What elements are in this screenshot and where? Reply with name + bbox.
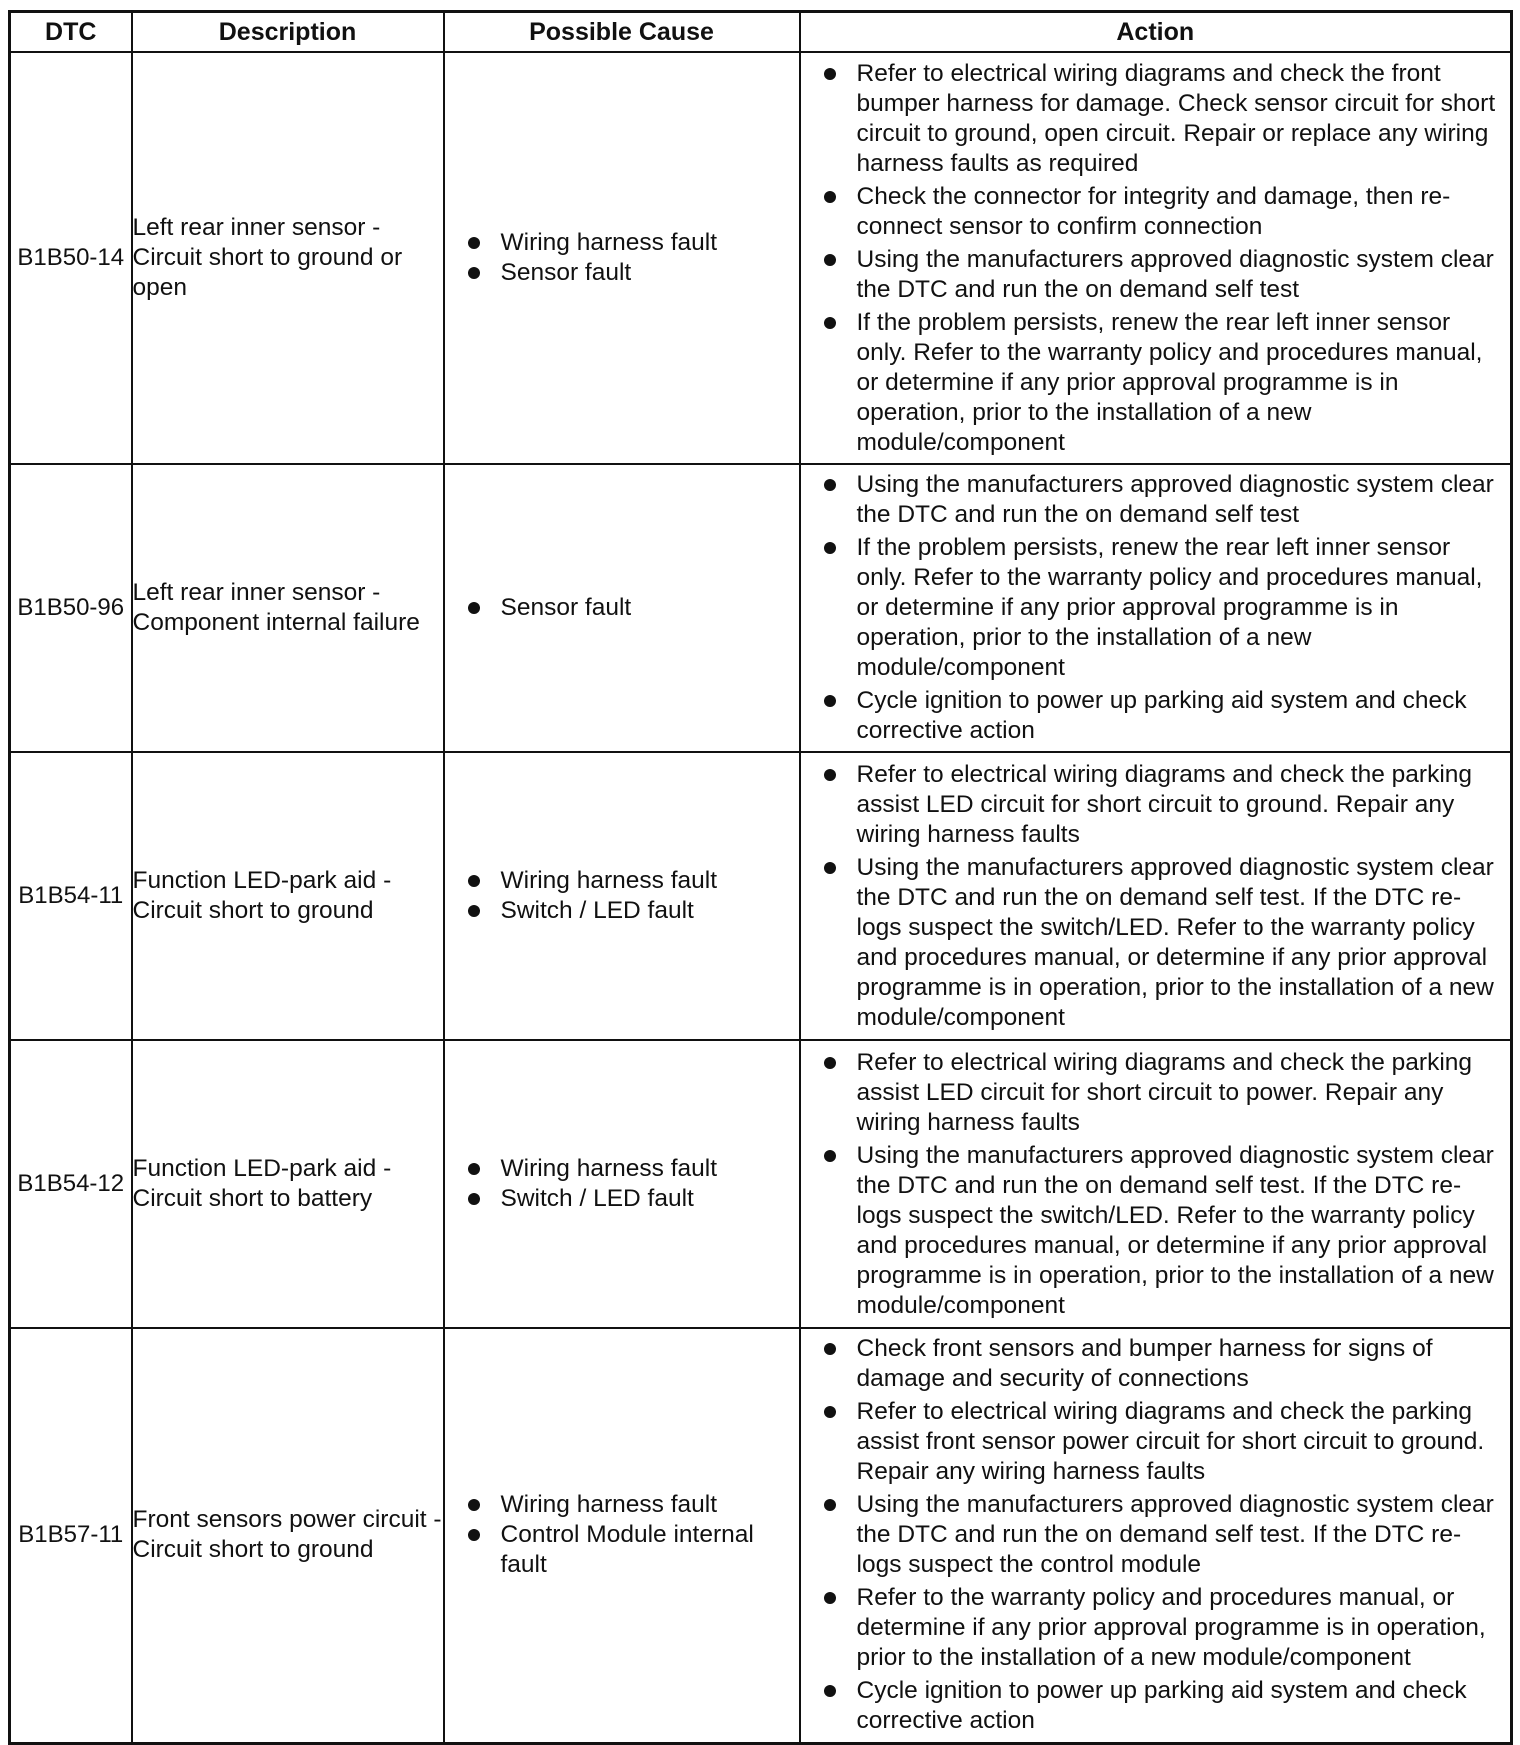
action-item-text: Using the manufacturers approved diagnostic system clear the DTC and run the on demand self test. If the DTC re-logs suspect the switch/LED. Refer to the warranty policy and procedures manual, or determine if any prior approval programme is in operation, prior to the installation of a new module/component (856, 1141, 1494, 1319)
action-item (857, 686, 1507, 746)
cause-item (501, 866, 793, 896)
cause-item (501, 1154, 793, 1184)
table-header-row (10, 12, 1512, 53)
bullet-icon (824, 1150, 836, 1162)
action-item-text: Check front sensors and bumper harness for signs of damage and security of connections (856, 1335, 1433, 1393)
cause-item-list (445, 228, 799, 288)
table-row (10, 752, 1512, 1040)
action-item (857, 1676, 1507, 1736)
table-body (10, 52, 1512, 1743)
table-row (10, 1328, 1512, 1743)
dtc-code: B1B54-12 (10, 1040, 132, 1328)
action-item (857, 533, 1507, 683)
bullet-icon (824, 479, 836, 491)
bullet-icon (468, 1163, 480, 1175)
action-item (857, 1490, 1507, 1580)
action-item-text: Refer to electrical wiring diagrams and check the parking assist LED circuit for short circuit to power. Repair any wiring harness faults (856, 1048, 1473, 1136)
dtc-description: Function LED-park aid - Circuit short to ground (132, 752, 444, 1040)
action-item-list (801, 1334, 1511, 1736)
cause-item-text: Switch / LED fault (500, 1185, 694, 1212)
action-item-list (801, 470, 1511, 746)
possible-causes-cell (444, 1328, 800, 1743)
cause-item (501, 1490, 793, 1520)
action-item (857, 1334, 1507, 1394)
cause-item-list (445, 1154, 799, 1214)
dtc-code: B1B50-14 (10, 52, 132, 464)
bullet-icon (468, 267, 480, 279)
cause-item-text: Sensor fault (500, 259, 632, 286)
cause-item (501, 1184, 793, 1214)
dtc-description: Left rear inner sensor - Component internal failure (132, 464, 444, 752)
action-item-text: Refer to electrical wiring diagrams and check the front bumper harness for damage. Check sensor circuit for short circuit to ground, open circuit. Repair or replace any wiring harness faults as required (856, 59, 1496, 177)
bullet-icon (824, 254, 836, 266)
possible-causes-cell (444, 1040, 800, 1328)
cause-item-list (445, 866, 799, 926)
bullet-icon (824, 1499, 836, 1511)
bullet-icon (824, 1406, 836, 1418)
action-item (857, 853, 1507, 1033)
bullet-icon (824, 1592, 836, 1604)
cause-item-list (445, 593, 799, 623)
action-item-text: Refer to electrical wiring diagrams and check the parking assist LED circuit for short circuit to ground. Repair any wiring harness faults (856, 760, 1473, 848)
action-item-text: Cycle ignition to power up parking aid system and check corrective action (856, 1677, 1467, 1735)
header-dtc: DTC (10, 12, 132, 53)
bullet-icon (824, 1343, 836, 1355)
bullet-icon (468, 1193, 480, 1205)
bullet-icon (824, 769, 836, 781)
cause-item-text: Wiring harness fault (500, 1491, 718, 1519)
action-item (857, 1048, 1507, 1138)
action-item (857, 182, 1507, 242)
cause-item (501, 593, 793, 623)
dtc-description: Front sensors power circuit - Circuit short to ground (132, 1328, 444, 1743)
dtc-code: B1B54-11 (10, 752, 132, 1040)
possible-causes-cell (444, 52, 800, 464)
dtc-code: B1B57-11 (10, 1328, 132, 1743)
table-row (10, 52, 1512, 464)
action-item (857, 245, 1507, 305)
bullet-icon (824, 191, 836, 203)
action-item (857, 1141, 1507, 1321)
actions-cell (800, 752, 1512, 1040)
action-item (857, 59, 1507, 179)
bullet-icon (468, 1499, 480, 1511)
bullet-icon (468, 875, 480, 887)
dtc-description: Left rear inner sensor - Circuit short to ground or open (132, 52, 444, 464)
table-row (10, 1040, 1512, 1328)
actions-cell (800, 52, 1512, 464)
possible-causes-cell (444, 752, 800, 1040)
action-item-text: Refer to electrical wiring diagrams and check the parking assist front sensor power circuit for short circuit to ground. Repair any wiring harness faults (856, 1398, 1485, 1486)
header-description: Description (132, 12, 444, 53)
action-item-text: If the problem persists, renew the rear left inner sensor only. Refer to the warranty policy and procedures manual, or determine if any prior approval programme is in operation, prior to the installation of a new module/component (856, 534, 1483, 681)
action-item (857, 308, 1507, 458)
cause-item-text: Wiring harness fault (500, 867, 718, 894)
action-item-text: Using the manufacturers approved diagnostic system clear the DTC and run the on demand self test (856, 471, 1494, 528)
dtc-code: B1B50-96 (10, 464, 132, 752)
cause-item (501, 896, 793, 926)
bullet-icon (824, 1685, 836, 1697)
dtc-table (8, 10, 1513, 1745)
dtc-table-frame (8, 10, 1510, 1735)
cause-item-text: Wiring harness fault (500, 229, 718, 256)
action-item-text: Cycle ignition to power up parking aid system and check corrective action (856, 687, 1467, 744)
action-item-text: Using the manufacturers approved diagnostic system clear the DTC and run the on demand self test. If the DTC re-logs suspect the control module (856, 1491, 1494, 1579)
actions-cell (800, 1328, 1512, 1743)
cause-item-text: Wiring harness fault (500, 1155, 718, 1182)
cause-item-text: Control Module internal fault (500, 1521, 754, 1579)
actions-cell (800, 464, 1512, 752)
bullet-icon (468, 1529, 480, 1541)
action-item-text: Using the manufacturers approved diagnostic system clear the DTC and run the on demand self test. If the DTC re-logs suspect the switch/LED. Refer to the warranty policy and procedures manual, or determine if any prior approval programme is in operation, prior to the installation of a new module/component (856, 853, 1494, 1031)
action-item (857, 470, 1507, 530)
dtc-description: Function LED-park aid - Circuit short to battery (132, 1040, 444, 1328)
bullet-icon (468, 905, 480, 917)
bullet-icon (824, 862, 836, 874)
action-item-list (801, 760, 1511, 1033)
cause-item (501, 258, 793, 288)
action-item-text: Using the manufacturers approved diagnostic system clear the DTC and run the on demand self test (856, 245, 1494, 303)
action-item-text: Check the connector for integrity and damage, then re-connect sensor to confirm connection (856, 182, 1451, 240)
action-item-text: Refer to the warranty policy and procedures manual, or determine if any prior approval programme is in operation, prior to the installation of a new module/component (856, 1584, 1486, 1672)
action-item-text: If the problem persists, renew the rear left inner sensor only. Refer to the warranty policy and procedures manual, or determine if any prior approval programme is in operation, prior to the installation of a new module/component (856, 308, 1483, 456)
possible-causes-cell (444, 464, 800, 752)
cause-item (501, 1520, 793, 1580)
action-item-list (801, 1048, 1511, 1321)
bullet-icon (824, 1057, 836, 1069)
bullet-icon (468, 237, 480, 249)
cause-item-text: Switch / LED fault (500, 897, 694, 924)
cause-item (501, 228, 793, 258)
action-item (857, 760, 1507, 850)
bullet-icon (824, 68, 836, 80)
cause-item-text: Sensor fault (500, 594, 632, 621)
action-item (857, 1397, 1507, 1487)
bullet-icon (824, 317, 836, 329)
header-action: Action (800, 12, 1512, 53)
table-row (10, 464, 1512, 752)
actions-cell (800, 1040, 1512, 1328)
bullet-icon (824, 542, 836, 554)
cause-item-list (445, 1490, 799, 1580)
header-possible-cause: Possible Cause (444, 12, 800, 53)
action-item-list (801, 59, 1511, 458)
action-item (857, 1583, 1507, 1673)
bullet-icon (824, 695, 836, 707)
bullet-icon (468, 602, 480, 614)
